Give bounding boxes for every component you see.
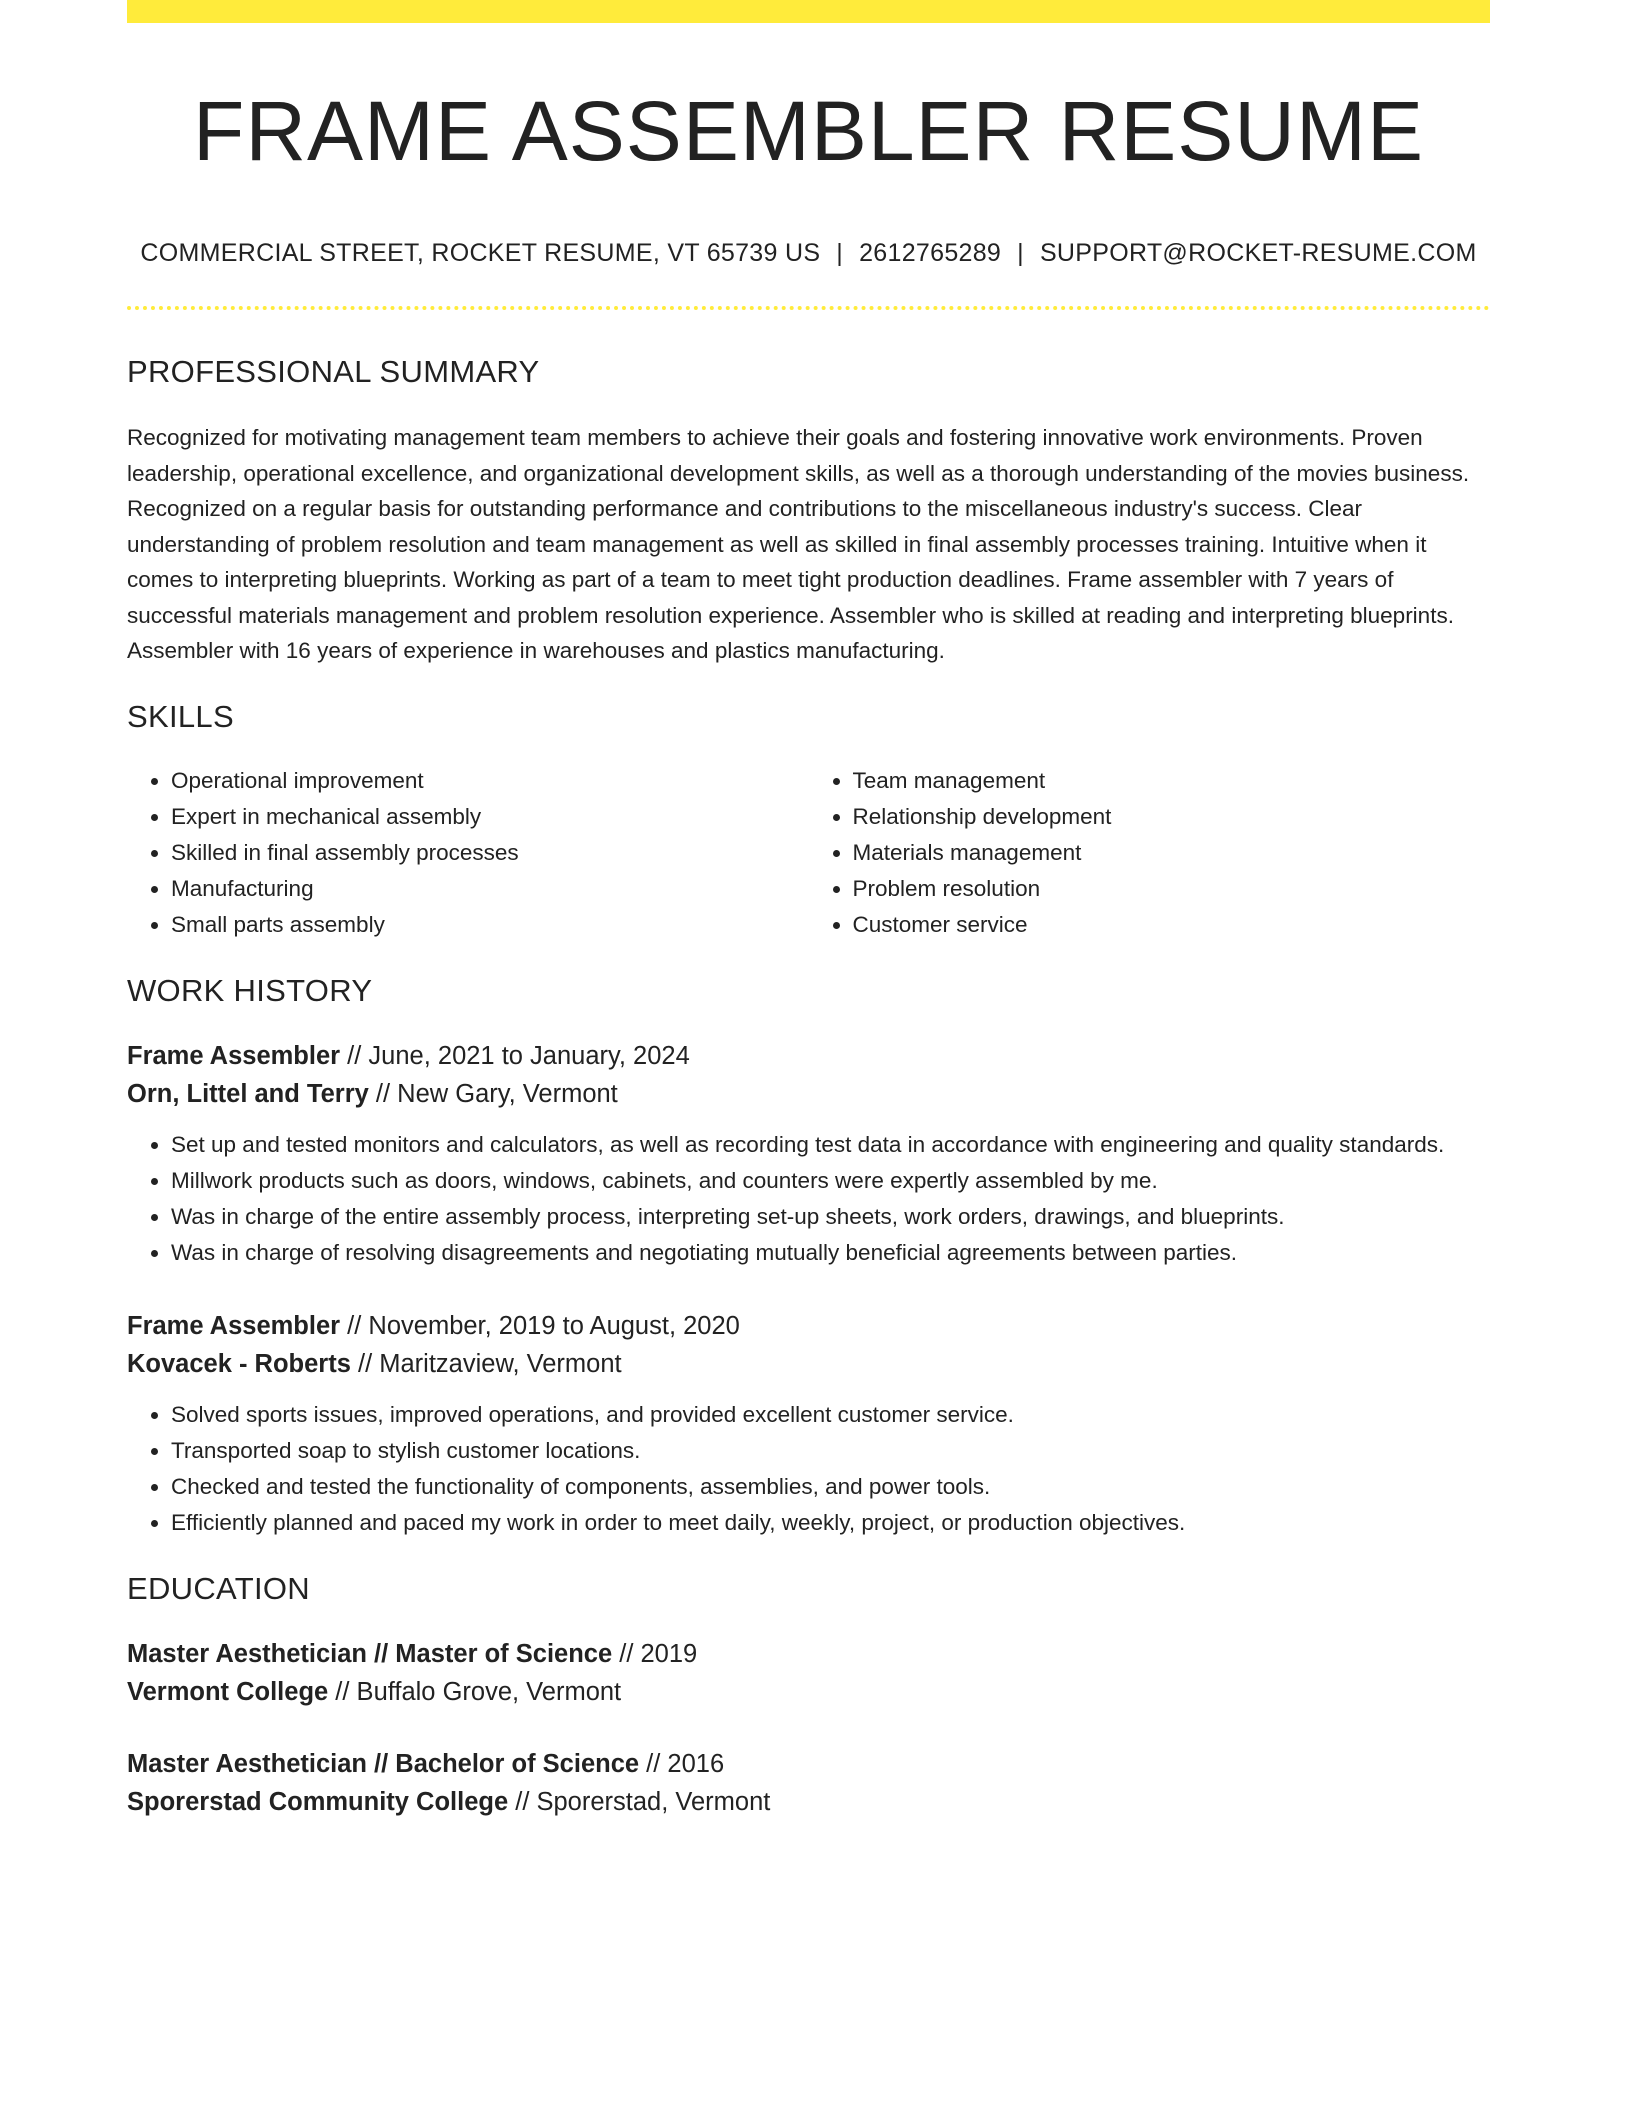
- section-heading-work: WORK HISTORY: [127, 972, 373, 1008]
- work-history-section: [127, 973, 1490, 1541]
- school-line: [127, 1673, 1490, 1711]
- skill-item: • Team management: [853, 763, 1491, 799]
- job-location: // Maritzaview, Vermont: [350, 1349, 622, 1378]
- skill-item: • Problem resolution: [853, 871, 1491, 907]
- contact-phone: 2612765289: [859, 239, 1002, 268]
- degree-line: [127, 1745, 1490, 1783]
- education-section: [127, 1571, 1490, 1821]
- skill-item: • Manufacturing: [171, 871, 809, 907]
- dotted-divider: [127, 306, 1490, 310]
- school: Sporerstad Community College: [127, 1787, 509, 1816]
- skill-item: • Materials management: [853, 835, 1491, 871]
- job-title: Frame Assembler: [127, 1041, 341, 1070]
- contact-line: [127, 239, 1490, 268]
- degree-line: [127, 1635, 1490, 1673]
- section-heading-skills: SKILLS: [127, 698, 234, 734]
- contact-separator: |: [1017, 239, 1024, 268]
- job-bullet: • Set up and tested monitors and calculators, as well as recording test data in accordance with engineering and quality standards.: [171, 1127, 1490, 1163]
- job-title: Frame Assembler: [127, 1311, 341, 1340]
- skills-list-left: [127, 763, 809, 943]
- degree: Master Aesthetician // Bachelor of Science: [127, 1749, 640, 1778]
- resume-title: FRAME ASSEMBLER RESUME: [193, 84, 1424, 178]
- contact-separator: |: [836, 239, 844, 268]
- school-location: // Sporerstad, Vermont: [508, 1787, 771, 1816]
- job-bullet: • Millwork products such as doors, windows, cabinets, and counters were expertly assembled by me.: [171, 1163, 1490, 1199]
- job-bullet: • Was in charge of the entire assembly process, interpreting set-up sheets, work orders, drawings, and blueprints.: [171, 1199, 1490, 1235]
- degree-year: // 2019: [612, 1639, 698, 1668]
- skills-list-right: [809, 763, 1491, 943]
- resume-page: [127, 0, 1490, 1821]
- job-company-line: [127, 1345, 1490, 1383]
- school-line: [127, 1783, 1490, 1821]
- job-bullet: • Transported soap to stylish customer locations.: [171, 1433, 1490, 1469]
- job-bullet: • Solved sports issues, improved operations, and provided excellent customer service.: [171, 1397, 1490, 1433]
- skill-item: • Customer service: [853, 907, 1491, 943]
- job-bullet: • Efficiently planned and paced my work in order to meet daily, weekly, project, or production objectives.: [171, 1505, 1490, 1541]
- skills-columns: [127, 763, 1490, 943]
- skill-item: • Relationship development: [853, 799, 1491, 835]
- job-title-line: [127, 1037, 1490, 1075]
- skill-item: • Expert in mechanical assembly: [171, 799, 809, 835]
- job-bullet: • Was in charge of resolving disagreements and negotiating mutually beneficial agreements between parties.: [171, 1235, 1490, 1271]
- job-bullets: [127, 1397, 1490, 1541]
- section-heading-summary: PROFESSIONAL SUMMARY: [127, 354, 540, 390]
- job-bullet: • Checked and tested the functionality of components, assemblies, and power tools.: [171, 1469, 1490, 1505]
- skill-item: • Operational improvement: [171, 763, 809, 799]
- skills-section: [127, 699, 1490, 943]
- skill-item: • Skilled in final assembly processes: [171, 835, 809, 871]
- contact-email[interactable]: SUPPORT@ROCKET-RESUME.COM: [1039, 239, 1477, 268]
- school-location: // Buffalo Grove, Vermont: [328, 1677, 622, 1706]
- job-dates: // November, 2019 to August, 2020: [340, 1311, 740, 1340]
- job-dates: // June, 2021 to January, 2024: [340, 1041, 690, 1070]
- job-entry: [127, 1037, 1490, 1271]
- school: Vermont College: [127, 1677, 329, 1706]
- degree-year: // 2016: [639, 1749, 725, 1778]
- job-entry: [127, 1307, 1490, 1541]
- skill-item: • Small parts assembly: [171, 907, 809, 943]
- degree: Master Aesthetician // Master of Science: [127, 1639, 613, 1668]
- summary-section: [127, 354, 1490, 669]
- job-bullets: [127, 1127, 1490, 1271]
- job-company: Kovacek - Roberts: [127, 1349, 351, 1378]
- summary-text: Recognized for motivating management team members to achieve their goals and fostering innovative work environments. Proven leadership, operational excellence, and organizational development skills, as well as a thorough understanding of the movies business. Recognized on a regular basis for outstanding performance and contributions to the miscellaneous industry's success. Clear understanding of problem resolution and team management as well as skilled in final assembly processes training. Intuitive when it comes to interpreting blueprints. Working as part of a team to meet tight production deadlines. Frame assembler with 7 years of successful materials management and problem resolution experience. Assembler who is skilled at reading and interpreting blueprints. Assembler with 16 years of experience in warehouses and plastics manufacturing.: [127, 425, 1470, 664]
- job-location: // New Gary, Vermont: [368, 1079, 618, 1108]
- top-accent-bar: [127, 0, 1490, 23]
- job-company: Orn, Littel and Terry: [127, 1079, 369, 1108]
- job-title-line: [127, 1307, 1490, 1345]
- job-company-line: [127, 1075, 1490, 1113]
- education-entry: [127, 1635, 1490, 1711]
- education-entry: [127, 1745, 1490, 1821]
- section-heading-education: EDUCATION: [127, 1570, 310, 1606]
- contact-address: COMMERCIAL STREET, ROCKET RESUME, VT 65739 US: [140, 239, 821, 268]
